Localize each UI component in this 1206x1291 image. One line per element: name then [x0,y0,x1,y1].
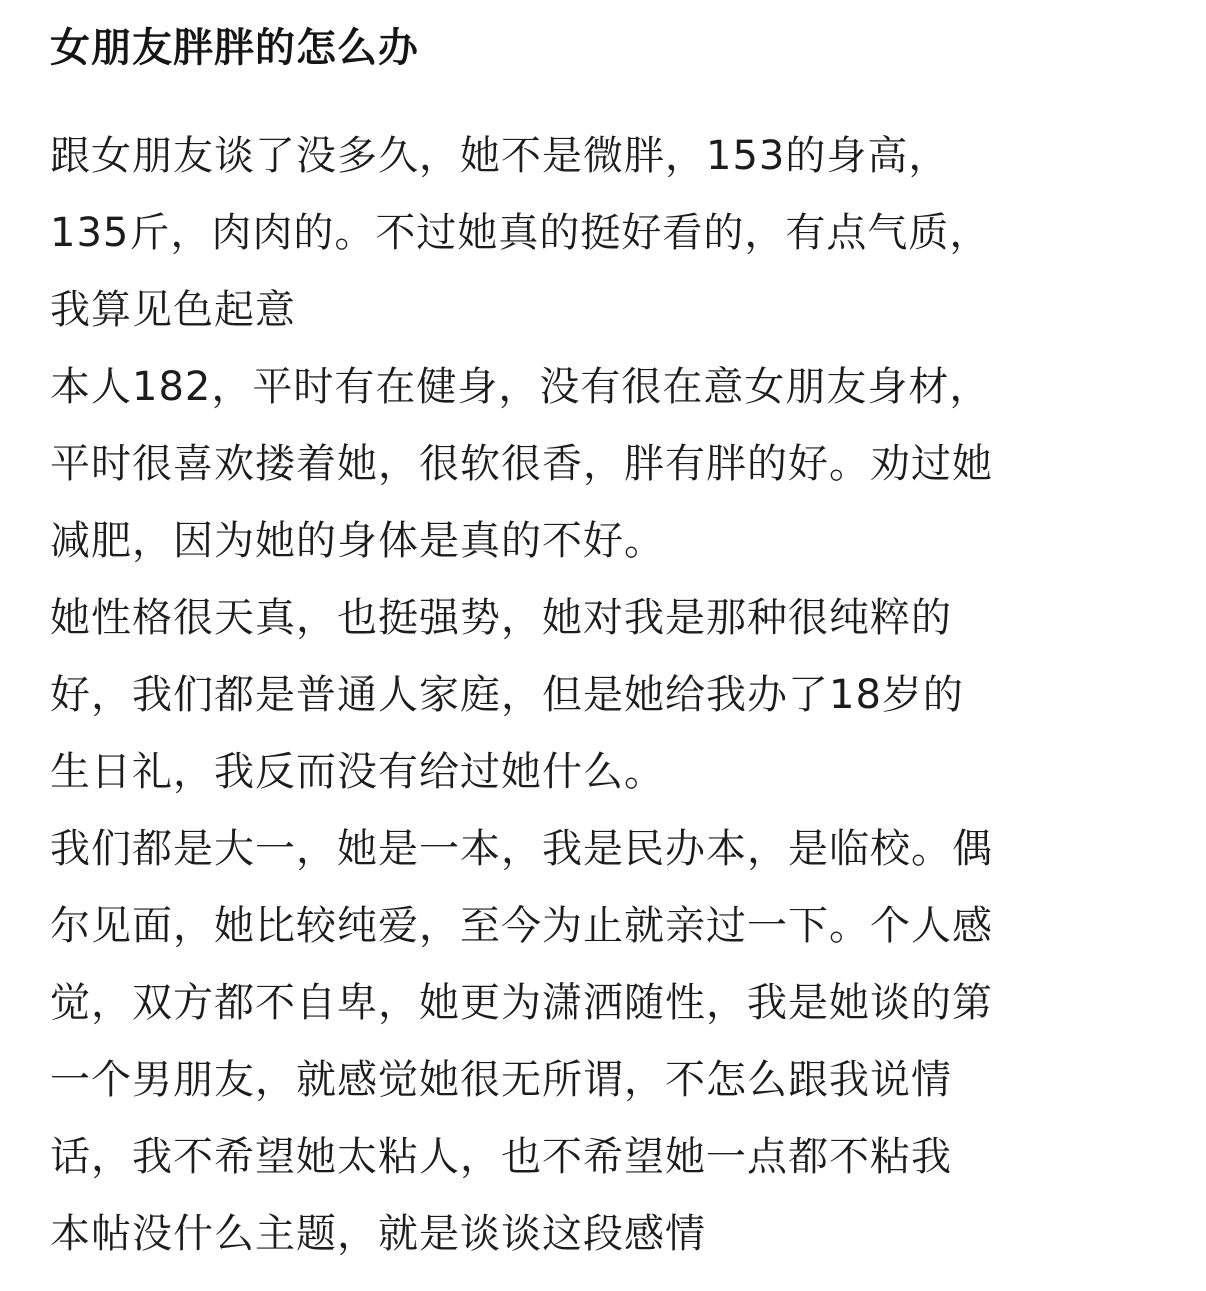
post-body-line: 135斤，肉肉的。不过她真的挺好看的，有点气质， [50,210,991,256]
post-body-line: 生日礼，我反而没有给过她什么。 [50,749,665,795]
post-body-line: 本帖没什么主题，就是谈谈这段感情 [50,1211,706,1257]
post-body-line: 觉，双方都不自卑，她更为潇洒随性，我是她谈的第 [50,980,993,1026]
post-body-line: 本人182，平时有在健身，没有很在意女朋友身材， [50,364,991,410]
post-body-line: 一个男朋友，就感觉她很无所谓，不怎么跟我说情 [50,1057,952,1103]
post-title: 女朋友胖胖的怎么办 [50,25,419,71]
post-body-line: 我算见色起意 [50,287,296,333]
post-container [50,18,1170,1273]
post-body-line: 我们都是大一，她是一本，我是民办本，是临校。偶 [50,826,993,872]
post-body-line: 平时很喜欢搂着她，很软很香，胖有胖的好。劝过她 [50,441,993,487]
post-body-line: 减肥，因为她的身体是真的不好。 [50,518,665,564]
post-body-line: 话，我不希望她太粘人，也不希望她一点都不粘我 [50,1134,952,1180]
post-body-line: 跟女朋友谈了没多久，她不是微胖，153的身高， [50,133,950,179]
post-body [50,118,1170,1273]
post-body-line: 她性格很天真，也挺强势，她对我是那种很纯粹的 [50,595,952,641]
post-body-line: 尔见面，她比较纯爱，至今为止就亲过一下。个人感 [50,903,993,949]
post-body-line: 好，我们都是普通人家庭，但是她给我办了18岁的 [50,672,964,718]
